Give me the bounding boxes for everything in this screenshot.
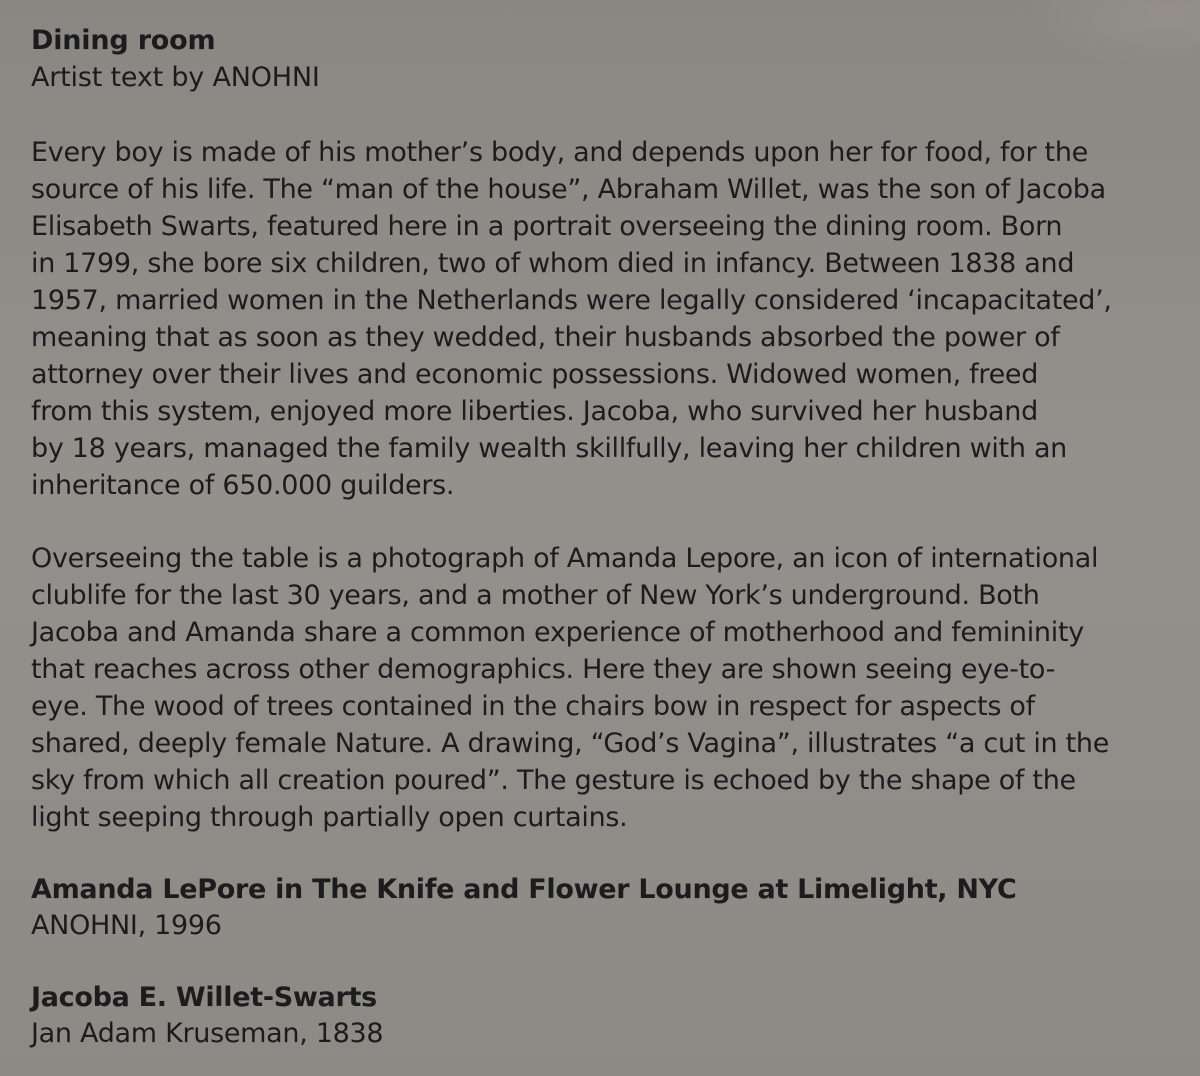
artwork-credit-2 <box>31 980 1170 1052</box>
artwork-artist-year: ANOHNI, 1996 <box>31 910 222 941</box>
label-subtitle: Artist text by ANOHNI <box>31 62 320 93</box>
artwork-title: Amanda LePore in The Knife and Flower Lounge at Limelight, NYC <box>31 874 1017 905</box>
artwork-artist-year: Jan Adam Kruseman, 1838 <box>31 1018 384 1049</box>
label-title: Dining room <box>31 25 216 56</box>
body-paragraph-1: Every boy is made of his mother’s body, and depends upon her for food, for the source of his life. The “man of the house”, Abraham Willet, was the son of Jacoba Elisabeth Swarts, featured here in a portrait overseeing the dining room. Born in 1799, she bore six children, two of whom died in infancy. Between 1838 and 1957, married women in the Netherlands were legally considered ‘incapacitated’, meaning that as soon as they wedded, their husbands absorbed the power of attorney over their lives and economic possessions. Widowed women, freed from this system, enjoyed more liberties. Jacoba, who survived her husband by 18 years, managed the family wealth skillfully, leaving her children with an inheritance of 650.000 guilders. <box>31 137 1112 501</box>
artwork-title: Jacoba E. Willet-Swarts <box>31 982 377 1013</box>
body-paragraph-2: Overseeing the table is a photograph of Amanda Lepore, an icon of international clublife for the last 30 years, and a mother of New York’s underground. Both Jacoba and Amanda share a common experience of motherhood and femininity that reaches across other demographics. Here they are shown seeing eye-to- eye. The wood of trees contained in the chairs bow in respect for aspects of shared, deeply female Nature. A drawing, “God’s Vagina”, illustrates “a cut in the sky from which all creation poured”. The gesture is echoed by the shape of the light seeping through partially open curtains. <box>31 543 1110 833</box>
artwork-credit-1 <box>31 872 1170 944</box>
